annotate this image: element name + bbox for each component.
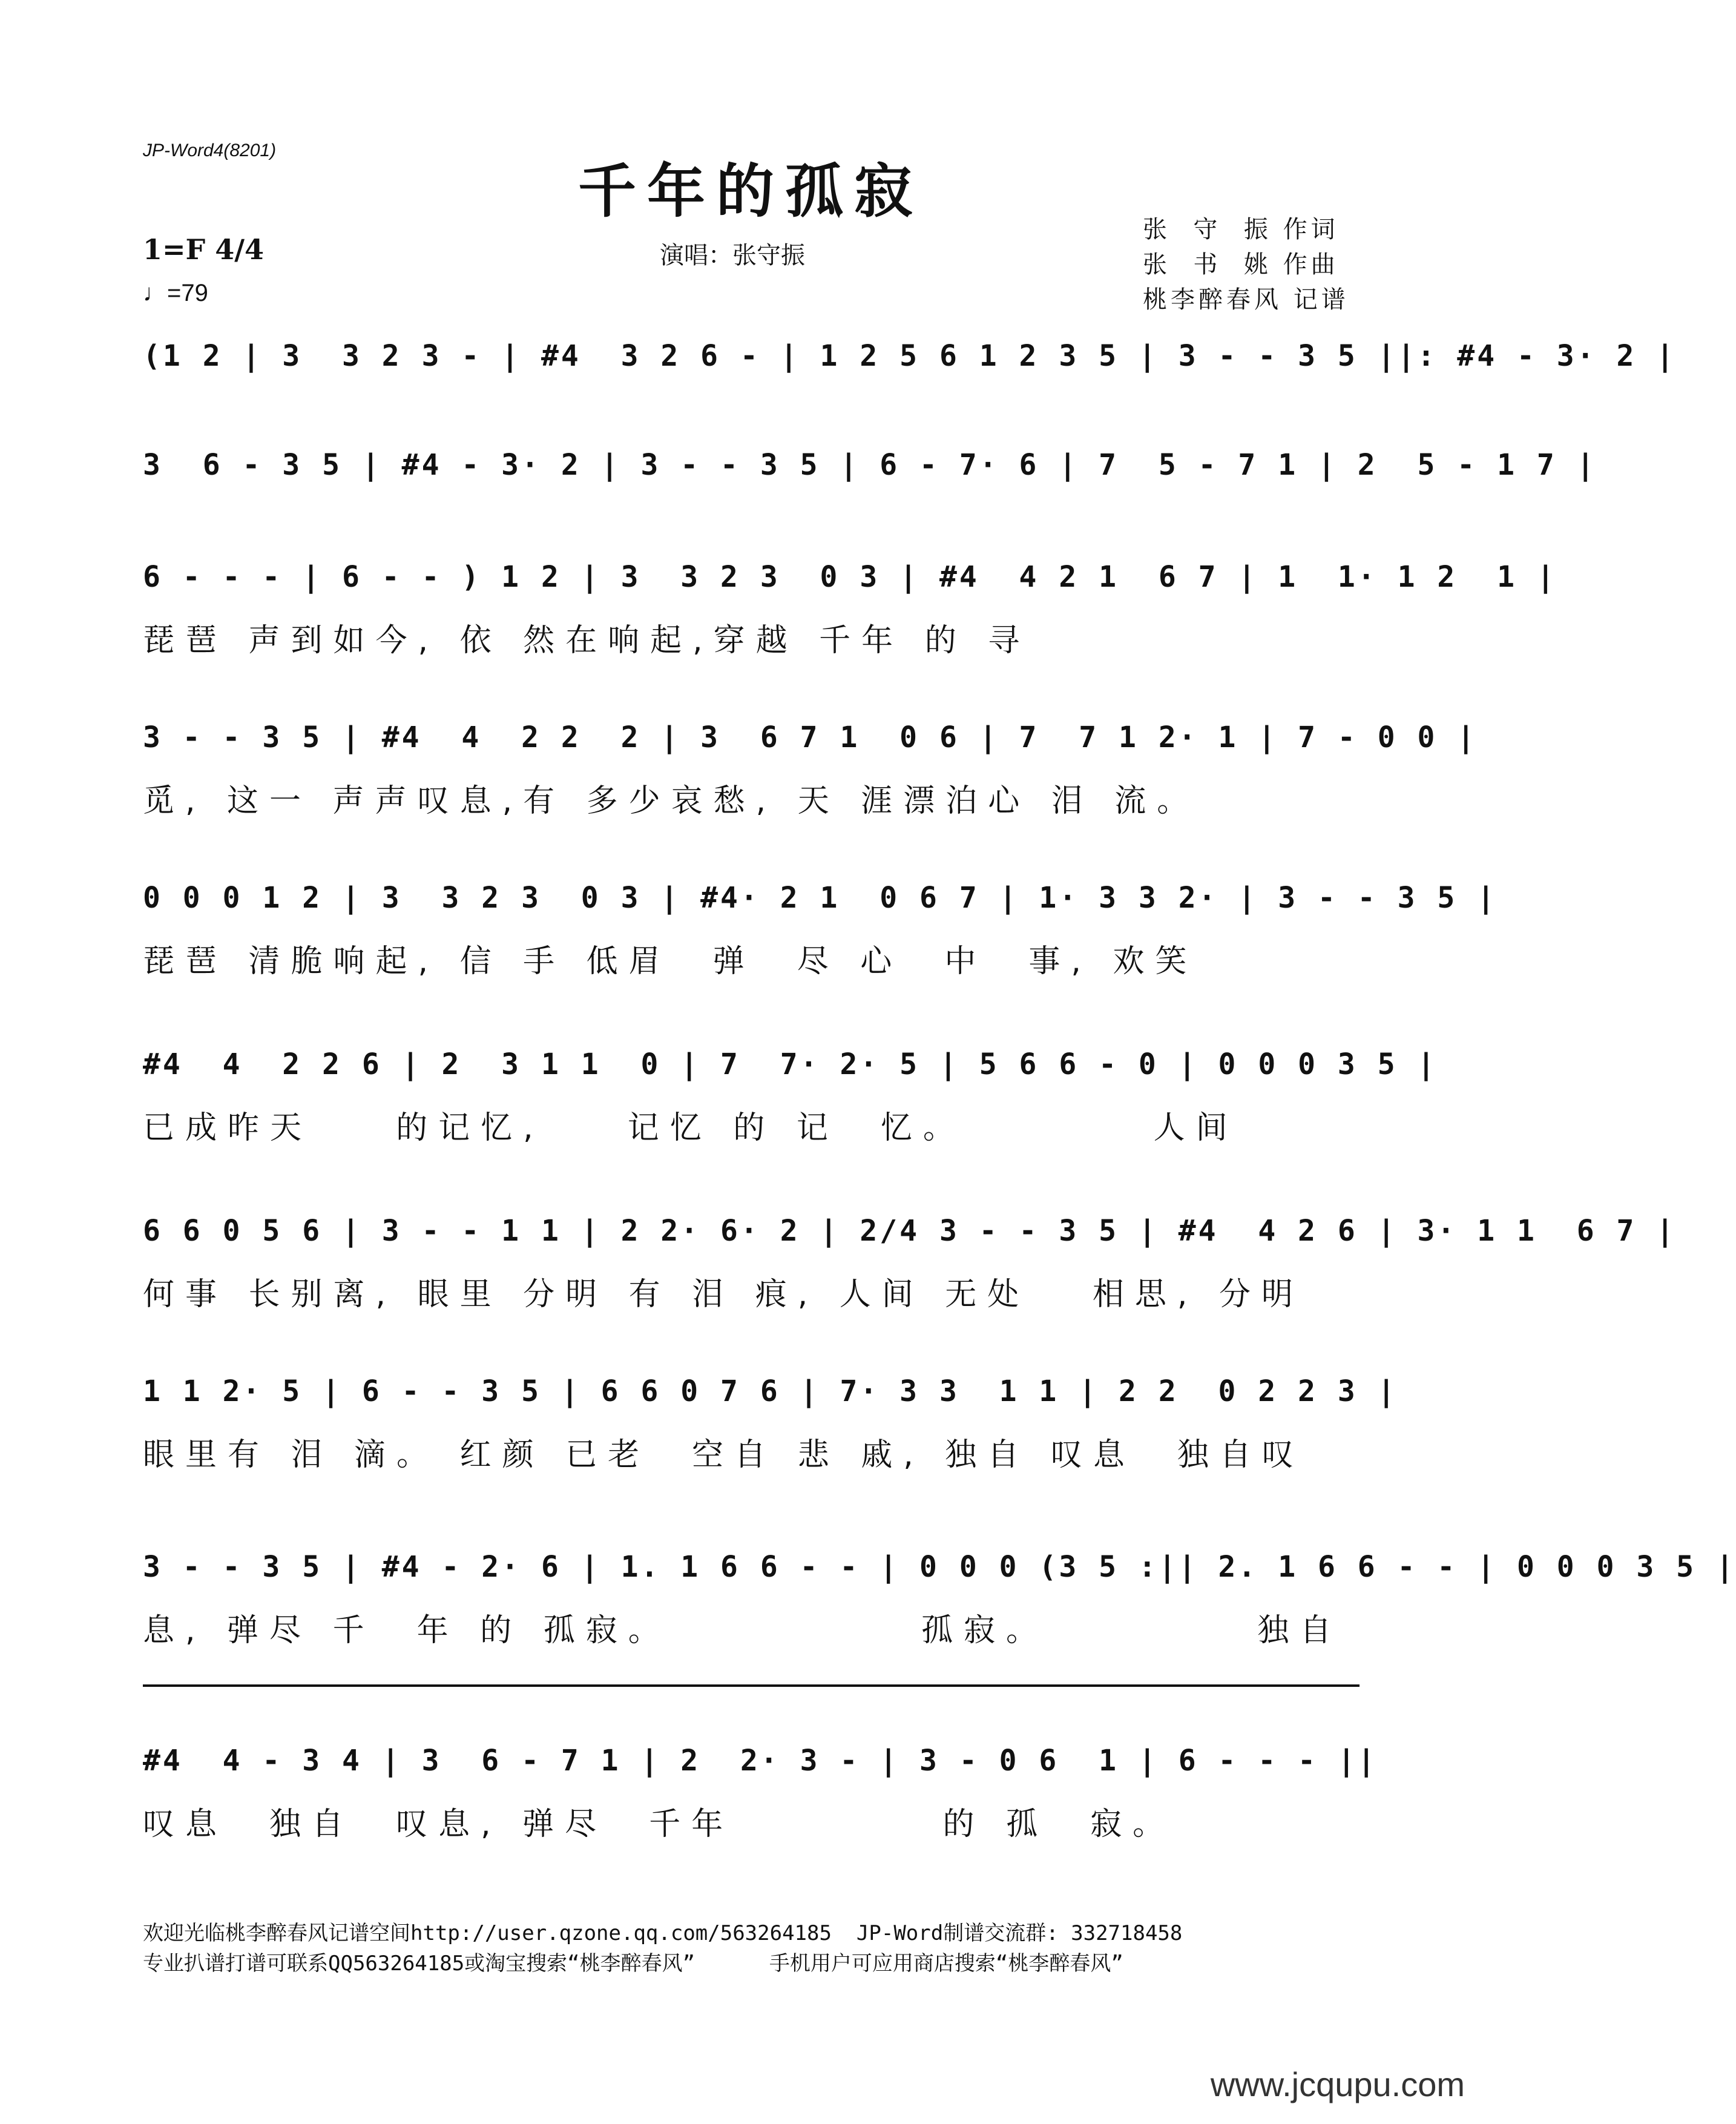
score-system-7: 6 6 0 5 6 | 3 - - 1 1 | 2 2· 6· 2 | 2/4 3 - - 3 5 | #4 4 2 6 | 3· 1 1 6 7 | [143, 1214, 1677, 1248]
score-system-9: 3 - - 3 5 | #4 - 2· 6 | 1. 1 6 6 - - | 0 0 0 (3 5 :|| 2. 1 6 6 - - | 0 0 0 3 5 | [143, 1550, 1736, 1584]
lyrics-line-3: 琵琶 声到如今, 依 然在响起,穿越 千年 的 寻 [143, 622, 1031, 659]
lyricist-credit: 张 守 振 作词 [1143, 216, 1339, 243]
lyrics-line-6: 已成昨天 的记忆, 记忆 的 记 忆。 人间 [143, 1110, 1238, 1146]
volta-line [143, 1684, 1360, 1687]
lyrics-line-9: 息, 弹尽 千 年 的 孤寂。 孤寂。 独自 [143, 1612, 1343, 1649]
site-watermark: www.jcqupu.com [1210, 2065, 1465, 2103]
singer-label: 演唱：张守振 [660, 242, 805, 269]
footer-line-2: 专业扒谱打谱可联系QQ563264185或淘宝搜索“桃李醉春风” 手机用户可应用商店搜索“桃李醉春风” [143, 1951, 1123, 1976]
tempo-marking: ♩=79 [143, 280, 208, 306]
lyrics-line-4: 觅, 这一 声声叹息,有 多少哀愁, 天 涯漂泊心 泪 流。 [143, 783, 1200, 819]
composer-credit: 张 书 姚 作曲 [1143, 251, 1339, 279]
lyrics-line-7: 何事 长别离, 眼里 分明 有 泪 痕, 人间 无处 相思, 分明 [143, 1276, 1304, 1313]
source-label: JP-Word4(8201) [143, 140, 277, 160]
score-system-6: #4 4 2 2 6 | 2 3 1 1 0 | 7 7· 2· 5 | 5 6 6 - 0 | 0 0 0 3 5 | [143, 1047, 1438, 1081]
score-system-2: 3 6 - 3 5 | #4 - 3· 2 | 3 - - 3 5 | 6 - 7· 6 | 7 5 - 7 1 | 2 5 - 1 7 | [143, 448, 1597, 482]
credits [1143, 212, 1349, 317]
page-title: 千年的孤寂 [578, 157, 923, 225]
transcriber-credit: 桃李醉春风 记谱 [1143, 286, 1349, 314]
lyrics-line-5: 琵琶 清脆响起, 信 手 低眉 弹 尽 心 中 事, 欢笑 [143, 943, 1198, 980]
lyrics-line-8: 眼里有 泪 滴。 红颜 已老 空自 悲 戚, 独自 叹息 独自叹 [143, 1437, 1304, 1473]
score-system-4: 3 - - 3 5 | #4 4 2 2 2 | 3 6 7 1 0 6 | 7 7 1 2· 1 | 7 - 0 0 | [143, 721, 1478, 754]
score-system-3: 6 - - - | 6 - - ) 1 2 | 3 3 2 3 0 3 | #4 4 2 1 6 7 | 1 1· 1 2 1 | [143, 560, 1557, 594]
key-signature: 1=F 4/4 [143, 233, 265, 266]
lyrics-line-10: 叹息 独自 叹息, 弹尽 千年 的 孤 寂。 [143, 1806, 1175, 1842]
score-system-5: 0 0 0 1 2 | 3 3 2 3 0 3 | #4· 2 1 0 6 7 | 1· 3 3 2· | 3 - - 3 5 | [143, 881, 1498, 915]
score-system-8: 1 1 2· 5 | 6 - - 3 5 | 6 6 0 7 6 | 7· 3 3 1 1 | 2 2 0 2 2 3 | [143, 1374, 1398, 1408]
score-system-1: (1 2 | 3 3 2 3 - | #4 3 2 6 - | 1 2 5 6 1 2 3 5 | 3 - - 3 5 ||: #4 - 3· 2 | [143, 339, 1677, 373]
score-system-10: #4 4 - 3 4 | 3 6 - 7 1 | 2 2· 3 - | 3 - 0 6 1 | 6 - - - || [143, 1744, 1378, 1778]
footer-line-1: 欢迎光临桃李醉春风记谱空间http://user.qzone.qq.com/563264185 JP-Word制谱交流群: 332718458 [143, 1921, 1183, 1945]
